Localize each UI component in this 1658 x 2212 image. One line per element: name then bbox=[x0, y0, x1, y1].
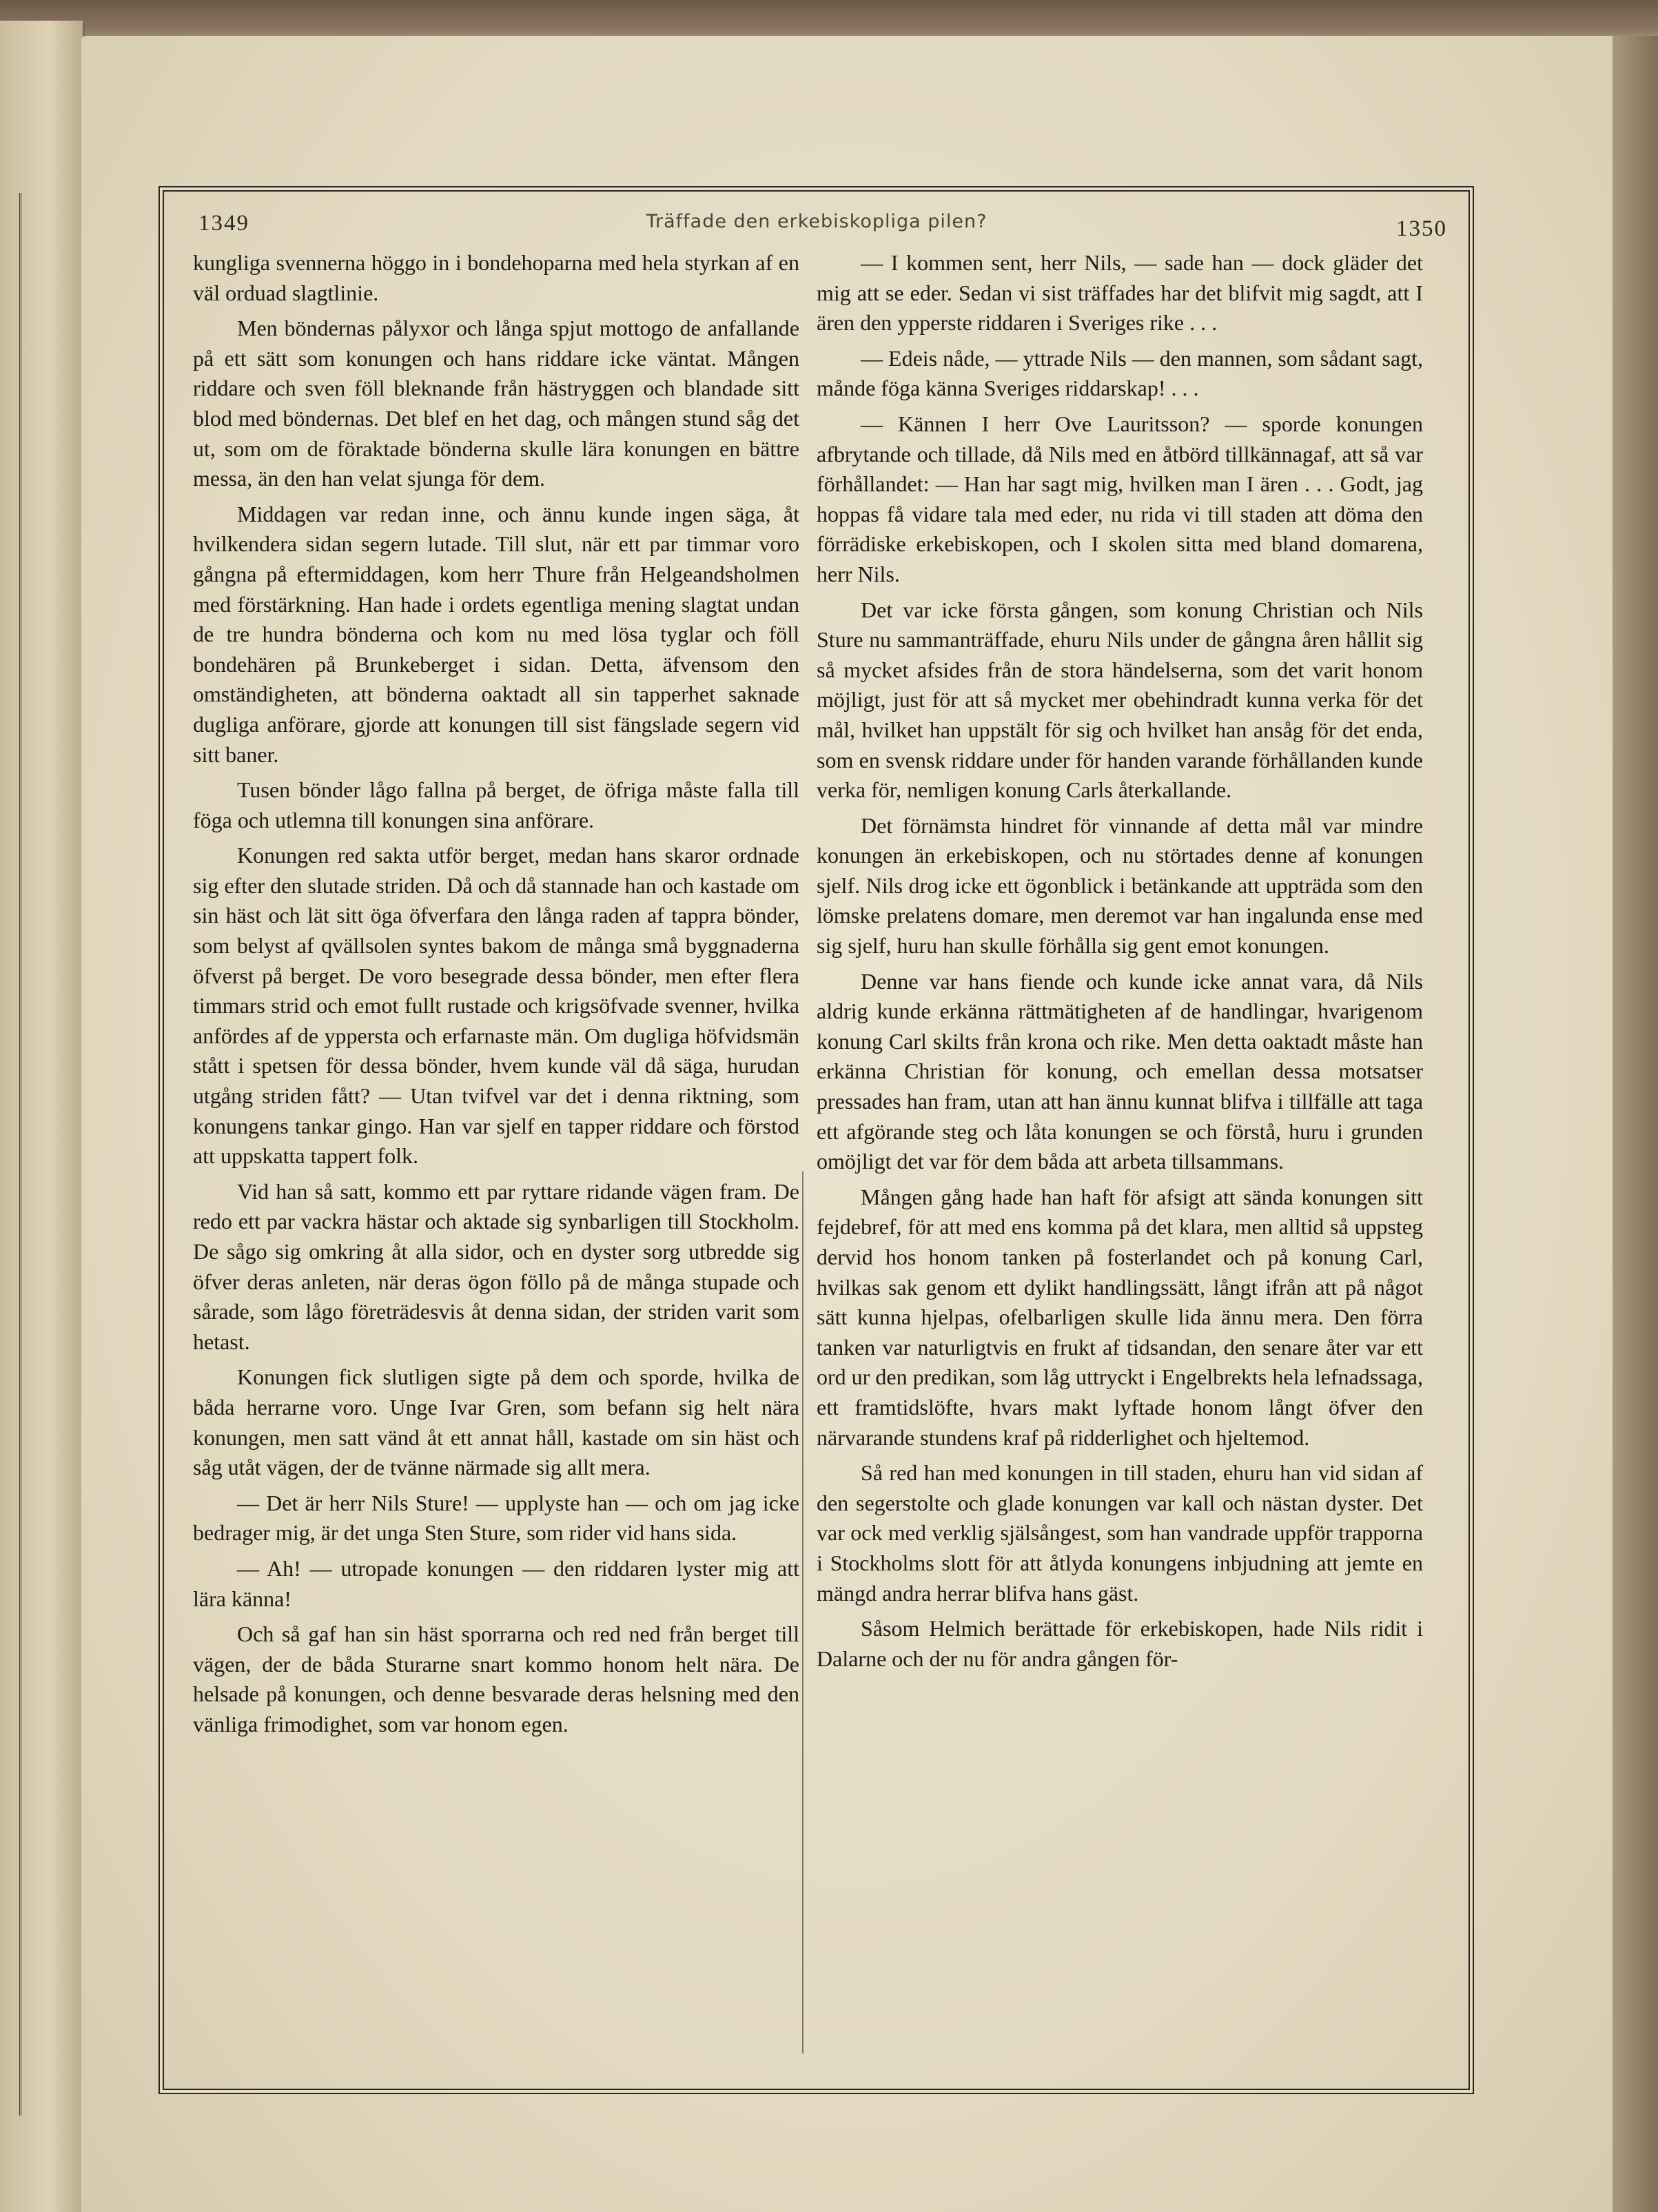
paragraph: Det var icke första gången, som konung Christian och Nils Sture nu sammanträffade, ehuru Nils under de gångna åren hållit sig så mycket afsides från de stora händelserna, som det varit honom möjligt, just för att så mycket mer obehindradt kunna verka för det mål, hvilket han uppstält för sig och hvilket han ansåg för det enda, som en svensk riddare under för handen varande förhållanden kunde verka för, nemligen konung Carls återkallande. bbox=[817, 597, 1423, 803]
page-header bbox=[165, 207, 1468, 248]
paragraph: Men böndernas pålyxor och långa spjut mottogo de anfallande på ett sätt som konungen och hans riddare icke väntat. Mången riddare och sven föll bleknande från hästryggen och blandade sitt blod med böndernas. Det blef en het dag, och mången stund såg det ut, som om de föraktade bönderna skulle lära konungen en bättre messa, än den han velat sjunga för dem. bbox=[193, 316, 799, 491]
page-edge-right bbox=[1613, 36, 1658, 2212]
facing-page-edge bbox=[0, 21, 85, 2212]
paragraph: — Edeis nåde, — yttrade Nils — den mannen, som sådant sagt, månde föga känna Sveriges riddarskap! . . . bbox=[817, 345, 1423, 401]
column-divider bbox=[802, 1171, 804, 2054]
page-number-left: 1349 bbox=[198, 211, 249, 236]
paragraph: Och så gaf han sin häst sporrarna och red ned från berget till vägen, der de båda Sturarne snart kommo honom helt nära. De helsade på konungen, och denne besvarade deras helsning med den vänliga frimodighet, som var honom egen. bbox=[193, 1621, 799, 1737]
left-column bbox=[193, 248, 799, 1740]
page-number-right: 1350 bbox=[1396, 216, 1447, 241]
paragraph: — Det är herr Nils Sture! — upplyste han — och om jag icke bedrager mig, är det unga Sten Sture, som rider vid hans sida. bbox=[193, 1490, 799, 1546]
paragraph: Denne var hans fiende och kunde icke annat vara, då Nils aldrig kunde erkänna rättmätigheten af de handlingar, hvarigenom konung Carl skilts från krona och rike. Men detta oaktadt måste han erkänna Christian för konung, och emellan dessa motsatser pressades han fram, utan att han ännu kunnat blifva i tillfälle att taga ett afgörande steg och låta konungen se och förstå, huru i grunden omöjligt det var för dem båda att arbeta tillsammans. bbox=[817, 968, 1423, 1174]
paragraph: — Ah! — utropade konungen — den riddaren lyster mig att lära känna! bbox=[193, 1555, 799, 1611]
paragraph: Tusen bönder lågo fallna på berget, de öfriga måste falla till föga och utlemna till konungen sina anförare. bbox=[193, 777, 799, 832]
paragraph: Såsom Helmich berättade för erkebiskopen, hade Nils ridit i Dalarne och der nu för andra gången för- bbox=[817, 1616, 1423, 1671]
facing-page-rule bbox=[0, 193, 21, 2116]
paragraph: Konungen fick slutligen sigte på dem och sporde, hvilka de båda herrarne voro. Unge Ivar Gren, som befann sig helt nära konungen, men satt vänd åt ett annat håll, kastade om sin häst och såg utåt vägen, der de tvänne närmade sig allt mera. bbox=[193, 1364, 799, 1480]
paragraph: kungliga svennerna höggo in i bondehoparna med hela styrkan af en väl orduad slagtlinie. bbox=[193, 250, 799, 305]
running-title: Träffade den erkebiskopliga pilen? bbox=[646, 211, 987, 232]
paragraph: Det förnämsta hindret för vinnande af detta mål var mindre konungen än erkebiskopen, och nu störtades denne af konungen sjelf. Nils drog icke ett ögonblick i betänkande att uppträda som den lömske prelatens domare, men deremot var han ingalunda ense med sig sjelf, huru han skulle förhålla sig gent emot konungen. bbox=[817, 812, 1423, 959]
paragraph: Så red han med konungen in till staden, ehuru han vid sidan af den segerstolte och glade konungen var kall och nästan dyster. Det var ock med verklig själsångest, som han vandrade uppför trapporna i Stockholms slott för att åtlyda konungens inbjudning att jemte en mängd andra herrar blifva hans gäst. bbox=[817, 1460, 1423, 1606]
paragraph: — Kännen I herr Ove Lauritsson? — sporde konungen afbrytande och tillade, då Nils med en åtbörd tillkännagaf, att så var förhållandet: — Han har sagt mig, hvilken man I ären . . . Godt, jag hoppas få vidare tala med eder, nu rida vi till staden att döma den förrädiske erkebiskopen, och I skolen sitta med bland domarena, herr Nils. bbox=[817, 411, 1423, 586]
paragraph: Middagen var redan inne, och ännu kunde ingen säga, åt hvilkendera sidan segern lutade. Till slut, när ett par timmar voro gångna på eftermiddagen, kom herr Thure från Helgeandsholmen med förstärkning. Han hade i ordets egentliga mening slagtat undan de tre hundra bönderna och kom nu med lösa tyglar och föll bondehären på Brunkeberget i sidan. Detta, äfvensom den omständigheten, att bönderna oaktadt all sin tapperhet saknade dugliga anförare, gjorde att konungen till sist fängslade segern vid sitt baner. bbox=[193, 501, 799, 767]
paragraph: Konungen red sakta utför berget, medan hans skaror ordnade sig efter den slutade striden. Då och då stannade han och kastade om sin häst och lät sitt öga öfverfara den långa raden af tappra bönder, som belyst af qvällsolen syntes bakom de många små byggnaderna öfverst på berget. De voro besegrade dessa bönder, men efter flera timmars strid och emot fullt rustade och krigsöfvade svenner, hvilka anfördes af de yppersta och erfarnaste män. Om dugliga höfvidsmän stått i spetsen för dessa bönder, hvem kunde väl då säga, hurudan utgång striden fått? — Utan tvifvel var det i denna riktning, som konungens tankar gingo. Han var sjelf en tapper riddare och förstod att uppskatta tappert folk. bbox=[193, 843, 799, 1169]
paragraph: Mången gång hade han haft för afsigt att sända konungen sitt fejdebref, för att med ens komma på det klara, men alltid så uppsteg dervid hos honom tanken på fosterlandet och på konung Carl, hvilkas sak genom ett dylikt handlingssätt, långt ifrån att på något sätt kunna hjelpas, ofelbarligen skulle lida ännu mera. Den förra tanken var naturligtvis en frukt af tidsandan, den senare åter var ett ord ur den predikan, som låg uttryckt i Engelbrekts hela lefnadssaga, ett framtidslöfte, hvars makt lyftade honom långt öfver den närvarande stundens kraf på ridderlighet och hjeltemod. bbox=[817, 1184, 1423, 1450]
paragraph: — I kommen sent, herr Nils, — sade han — dock gläder det mig att se eder. Sedan vi sist träffades har det blifvit mig sagdt, att I ären den ypperste riddaren i Sveriges rike . . . bbox=[817, 250, 1423, 336]
right-column bbox=[817, 248, 1423, 1674]
paragraph: Vid han så satt, kommo ett par ryttare ridande vägen fram. De redo ett par vackra hästar och aktade sig synbarligen till Stockholm. De sågo sig omkring åt alla sidor, och en dyster sorg utbredde sig öfver deras anleten, när deras ögon föllo på de många stupade och sårade, som lågo företrädesvis åt denna sidan, der striden varit som hetast. bbox=[193, 1178, 799, 1354]
